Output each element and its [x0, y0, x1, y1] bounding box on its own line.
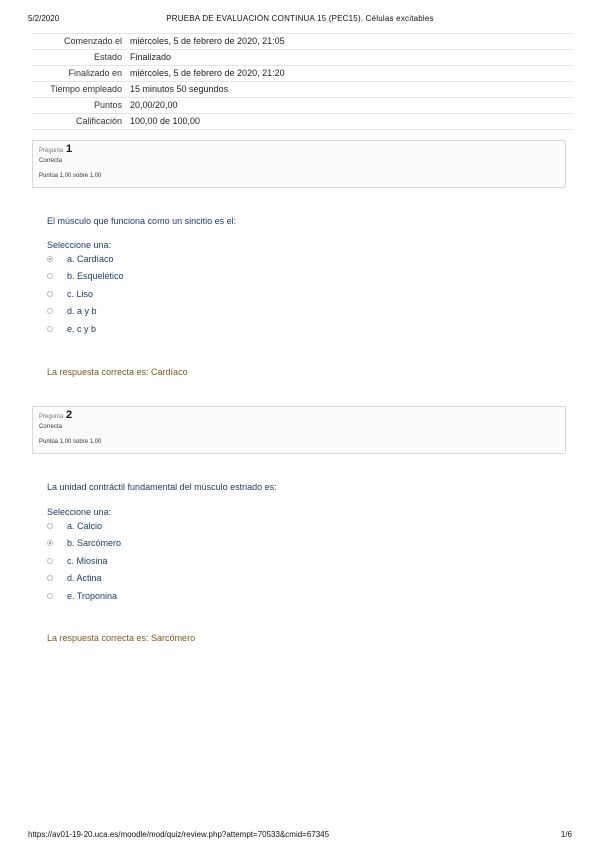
radio-checked-icon[interactable] [47, 540, 53, 546]
attempt-summary-table [32, 33, 572, 130]
radio-icon[interactable] [47, 308, 53, 314]
print-date: 5/2/2020 [28, 14, 60, 23]
question-number [39, 410, 559, 421]
answer-label: b. Sarcómero [67, 538, 122, 549]
summary-row [32, 98, 572, 114]
radio-icon[interactable] [47, 575, 53, 581]
question-text: El músculo que funciona como un sincitio es el: [47, 216, 237, 226]
answer-list [47, 517, 121, 605]
question-number-value: 1 [66, 143, 73, 155]
answer-label: d. a y b [67, 306, 97, 317]
question-number-value: 2 [66, 409, 73, 421]
summary-row [32, 50, 572, 66]
summary-label: Finalizado en [32, 66, 126, 82]
answer-option[interactable] [47, 535, 121, 553]
answer-option[interactable] [47, 517, 121, 535]
radio-icon[interactable] [47, 326, 53, 332]
answer-list [47, 250, 124, 338]
radio-icon[interactable] [47, 273, 53, 279]
right-answer-feedback: La respuesta correcta es: Sarcómero [47, 633, 196, 643]
summary-value: 20,00/20,00 [126, 98, 572, 114]
answer-prompt: Seleccione una: [47, 240, 112, 250]
right-answer-feedback: La respuesta correcta es: Cardíaco [47, 367, 188, 377]
summary-row [32, 66, 572, 82]
radio-icon[interactable] [47, 523, 53, 529]
question-label: Pregunta [39, 148, 64, 154]
answer-prompt: Seleccione una: [47, 507, 112, 517]
answer-option[interactable] [47, 250, 124, 268]
answer-label: a. Cardíaco [67, 253, 114, 264]
summary-value: 100,00 de 100,00 [126, 114, 572, 130]
answer-option[interactable] [47, 285, 124, 303]
page-url: https://av01-19-20.uca.es/moodle/mod/quiz/review.php?attempt=70533&cmid=67345 [28, 830, 330, 839]
answer-label: d. Actina [67, 573, 102, 584]
summary-value: miércoles, 5 de febrero de 2020, 21:05 [126, 34, 572, 50]
summary-row [32, 82, 572, 98]
answer-option[interactable] [47, 552, 121, 570]
answer-option[interactable] [47, 570, 121, 588]
answer-label: a. Calcio [67, 520, 103, 531]
summary-value: miércoles, 5 de febrero de 2020, 21:20 [126, 66, 572, 82]
answer-option[interactable] [47, 268, 124, 286]
print-title: PRUEBA DE EVALUACIÓN CONTINUA 15 (PEC15). Células excitables [166, 14, 434, 23]
summary-row [32, 34, 572, 50]
question-grade: Puntúa 1,00 sobre 1,00 [39, 439, 102, 445]
summary-value: 15 minutos 50 segundos [126, 82, 572, 98]
answer-option[interactable] [47, 587, 121, 605]
radio-icon[interactable] [47, 558, 53, 564]
question-state: Correcta [39, 424, 63, 430]
question-info-box [32, 406, 566, 454]
summary-label: Tiempo empleado [32, 82, 126, 98]
answer-label: c. Miosina [67, 555, 108, 566]
question-grade: Puntúa 1,00 sobre 1,00 [39, 173, 102, 179]
radio-checked-icon[interactable] [47, 256, 53, 262]
summary-label: Estado [32, 50, 126, 66]
radio-icon[interactable] [47, 291, 53, 297]
answer-label: e. c y b [67, 323, 97, 334]
question-number [39, 144, 559, 155]
page-number: 1/6 [560, 830, 572, 839]
summary-label: Comenzado el [32, 34, 126, 50]
summary-label: Calificación [32, 114, 126, 130]
answer-option[interactable] [47, 303, 124, 321]
answer-label: c. Liso [67, 288, 94, 299]
answer-label: b. Esquelético [67, 271, 124, 282]
question-state: Correcta [39, 158, 63, 164]
radio-icon[interactable] [47, 593, 53, 599]
summary-row [32, 114, 572, 130]
summary-label: Puntos [32, 98, 126, 114]
summary-value: Finalizado [126, 50, 572, 66]
question-label: Pregunta [39, 414, 64, 420]
question-info-box [32, 140, 566, 188]
answer-option[interactable] [47, 320, 124, 338]
question-text: La unidad contráctil fundamental del músculo estriado es: [47, 482, 277, 492]
answer-label: e. Troponina [67, 590, 118, 601]
